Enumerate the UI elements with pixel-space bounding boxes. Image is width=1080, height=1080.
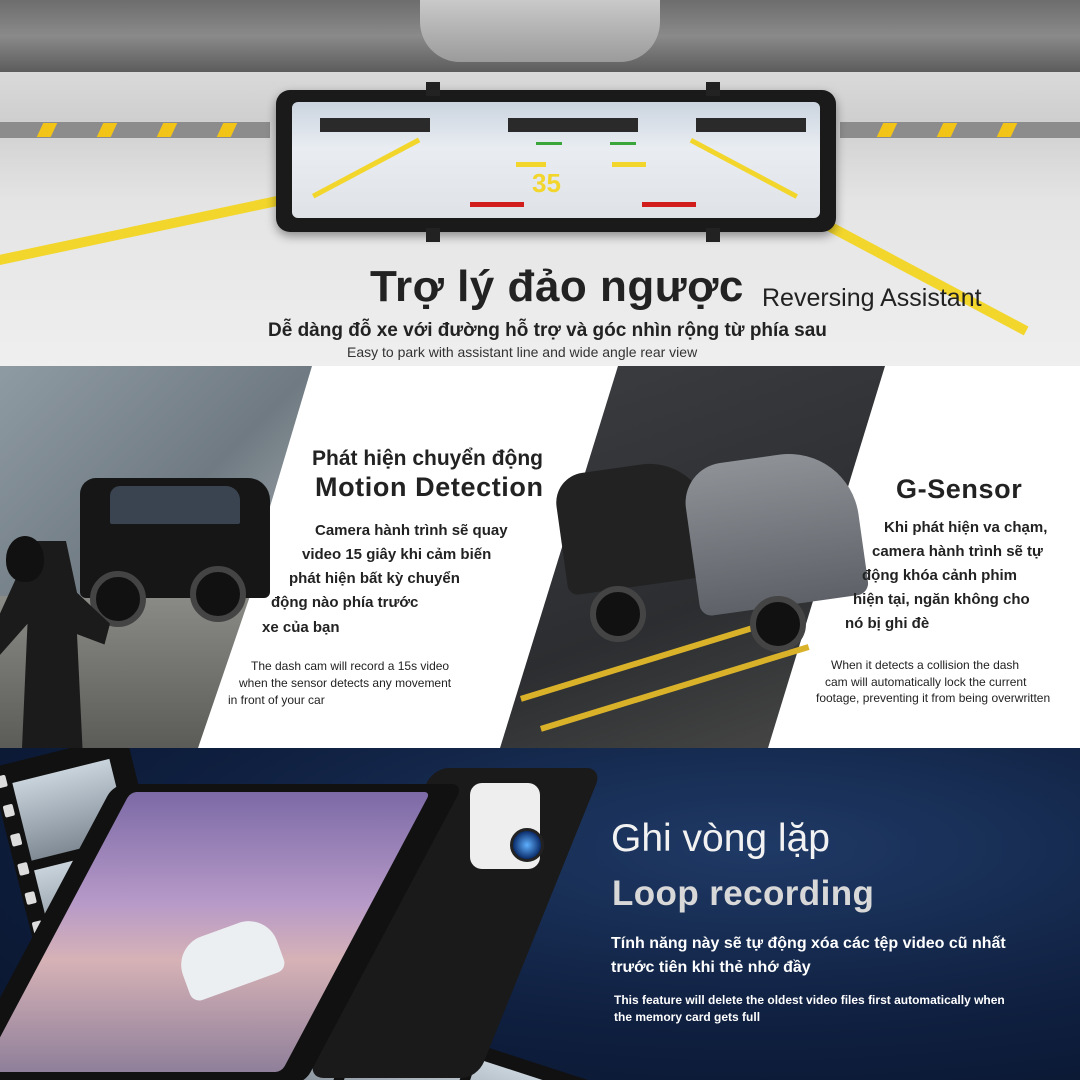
motion-body-vn: phát hiện bất kỳ chuyển [289, 570, 460, 587]
detection-section [0, 366, 1080, 748]
motion-body-vn: động nào phía trước [271, 594, 419, 611]
film-hole [10, 833, 23, 847]
gsensor-title: G-Sensor [896, 474, 1023, 504]
motion-body-vn: xe của bạn [262, 619, 340, 636]
mirror-clip [426, 82, 440, 96]
screen-curb [508, 118, 638, 132]
rearview-mirror-device [276, 90, 836, 232]
floor-guide-line [0, 193, 293, 265]
film-hole [3, 804, 16, 818]
motion-body-en: when the sensor detects any movement [239, 676, 452, 690]
film-hole [24, 891, 37, 905]
loop-body-en: the memory card gets full [614, 1010, 761, 1024]
gsensor-body-en: footage, preventing it from being overwritten [816, 691, 1051, 705]
screen-curb [696, 118, 806, 132]
thief-head [6, 536, 44, 582]
loop-title-en: Loop recording [612, 874, 875, 913]
motion-title-en: Motion Detection [315, 472, 544, 502]
loop-section [0, 748, 1080, 1080]
assist-line-red [642, 202, 696, 207]
motion-title-vn: Phát hiện chuyển động [312, 447, 544, 470]
car-wheel [590, 586, 646, 642]
loop-body-vn: trước tiên khi thẻ nhớ đầy [611, 959, 811, 976]
assist-line-green [610, 142, 636, 145]
reversing-title-vn: Trợ lý đảo ngược [370, 262, 744, 311]
mirror-clip [426, 228, 440, 242]
gsensor-body-en: cam will automatically lock the current [825, 675, 1027, 689]
film-hole [0, 775, 8, 789]
ceiling-console-image [420, 0, 660, 62]
assist-line-yellow [612, 162, 646, 167]
screen-guide-line [690, 138, 798, 199]
gsensor-body-en: When it detects a collision the dash [831, 658, 1020, 672]
suv-wheel [190, 566, 246, 622]
camera-lens-icon [510, 828, 544, 862]
gsensor-body-vn: Khi phát hiện va chạm, [884, 519, 1048, 536]
mirror-clip [706, 228, 720, 242]
motion-body-vn: Camera hành trình sẽ quay [315, 522, 508, 539]
screen-curb [320, 118, 430, 132]
assist-line-yellow [516, 162, 546, 167]
suv-window [110, 486, 240, 524]
motion-body-vn: video 15 giây khi cảm biến [302, 546, 492, 563]
motion-body-en: The dash cam will record a 15s video [251, 659, 450, 673]
screen-guide-line [312, 138, 420, 199]
mirror-clip [706, 82, 720, 96]
loop-title-vn: Ghi vòng lặp [611, 817, 830, 860]
reversing-subtitle-vn: Dễ dàng đỗ xe với đường hỗ trợ và góc nhìn rộng từ phía sau [268, 320, 827, 341]
loop-body-en: This feature will delete the oldest video files first automatically when [614, 993, 1005, 1007]
gsensor-body-vn: nó bị ghi đè [845, 615, 930, 632]
reversing-subtitle-en: Easy to park with assistant line and wide angle rear view [347, 344, 698, 360]
reversing-title-en: Reversing Assistant [762, 284, 982, 312]
gsensor-body-vn: hiện tại, ngăn không cho [853, 591, 1030, 608]
screen-floor-number: 35 [532, 168, 561, 198]
motion-body-en: in front of your car [228, 693, 325, 707]
assist-line-green [536, 142, 562, 145]
gsensor-body-vn: camera hành trình sẽ tự [872, 543, 1043, 560]
car-wheel [750, 596, 806, 652]
assist-line-red [470, 202, 524, 207]
film-hole [17, 862, 30, 876]
loop-body-vn: Tính năng này sẽ tự động xóa các tệp video cũ nhất [611, 935, 1006, 952]
mirror-screen [292, 102, 820, 218]
reversing-section [0, 0, 1080, 366]
gsensor-body-vn: động khóa cảnh phim [862, 567, 1018, 584]
